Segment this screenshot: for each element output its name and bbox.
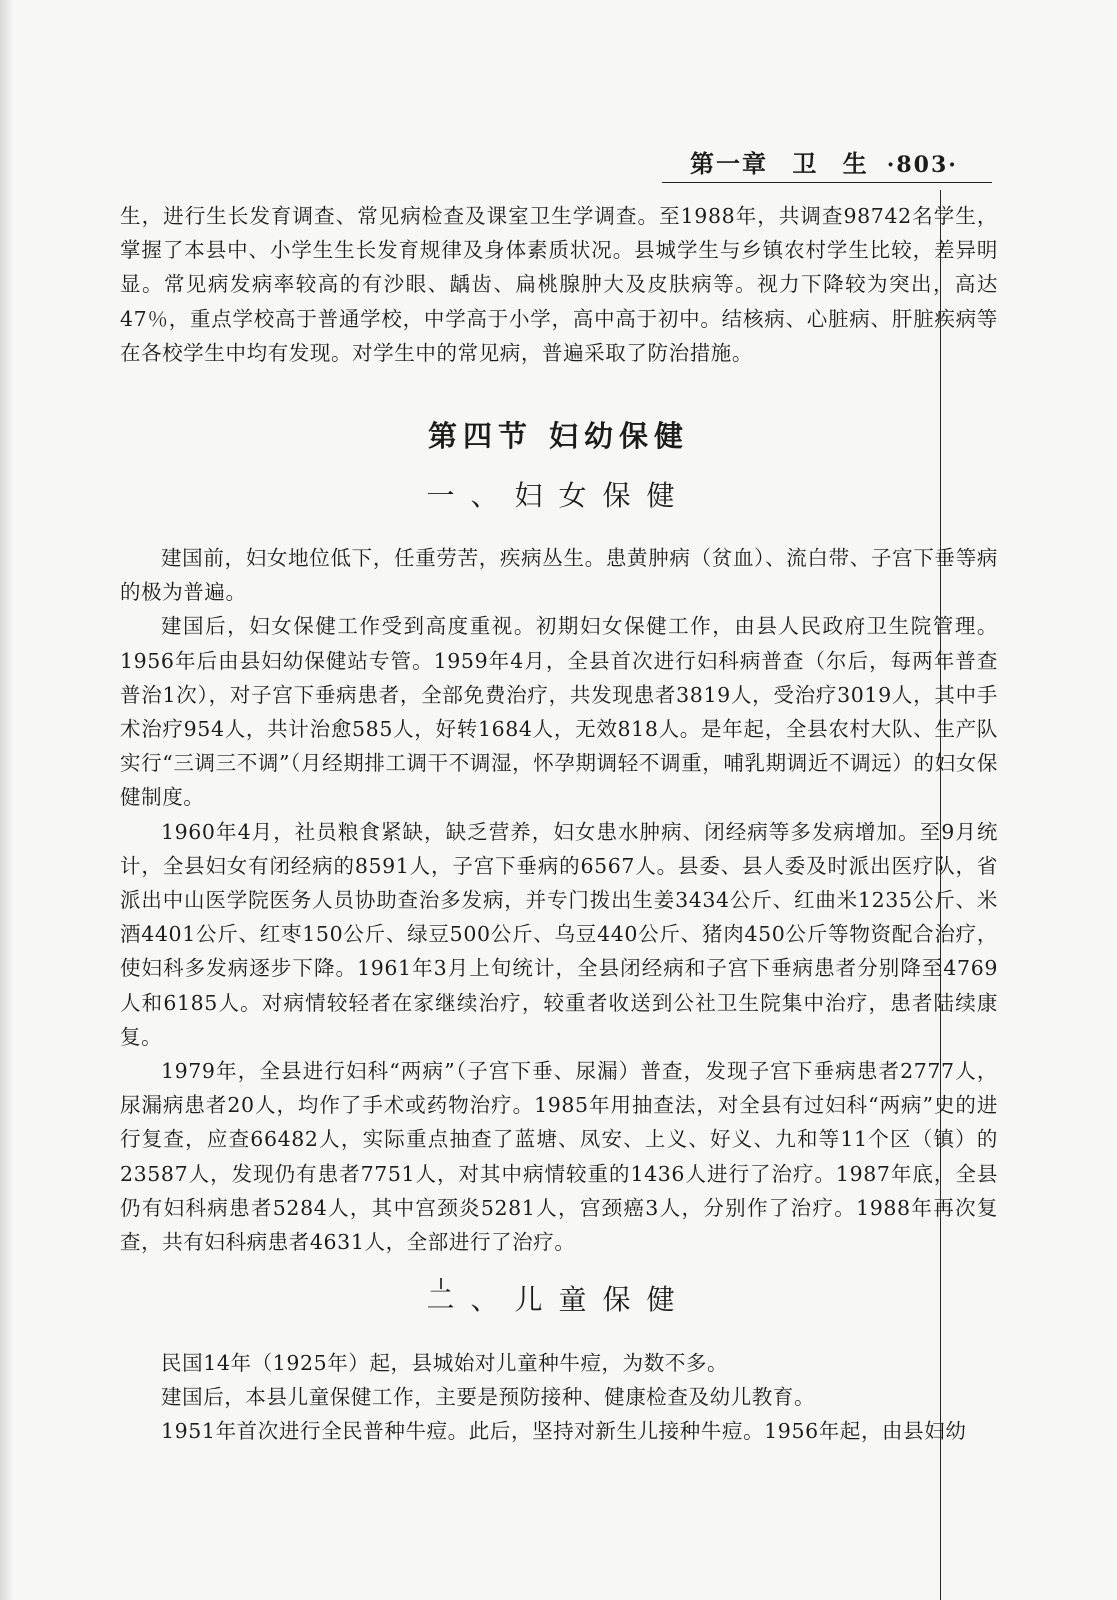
women-paragraph-2: 建国后，妇女保健工作受到高度重视。初期妇女保健工作，由县人民政府卫生院管理。1956年后由县妇幼保健站专管。1959年4月，全县首次进行妇科病普查（尔后，每两年普查普治1次），对子宫下垂病患者，全部免费治疗，共发现患者3819人，受治疗3019人，其中手术治疗954人，共计治愈585人，好转1684人，无效818人。是年起，全县农村大队、生产队实行“三调三不调”（月经期排工调干不调湿，怀孕期调轻不调重，哺乳期调近不调远）的妇女保健制度。 [120,614,998,810]
women-paragraph-4: 1979年，全县进行妇科“两病”（子宫下垂、尿漏）普查，发现子宫下垂病患者2777人，尿漏病患者20人，均作了手术或药物治疗。1985年用抽查法，对全县有过妇科“两病”史的进行复查，应查66482人，实际重点抽查了蓝塘、凤安、上义、好义、九和等11个区（镇）的23587人，发现仍有患者7751人，对其中病情较重的1436人进行了治疗。1987年底，全县仍有妇科病患者5284人，其中宫颈炎5281人，宫颈癌3人，分别作了治疗。1988年再次复查，共有妇科病患者4631人，全部进行了治疗。 [120,1059,998,1255]
binding-edge [0,0,14,1600]
child-health-body [120,1346,998,1449]
child-paragraph-2: 建国后，本县儿童保健工作，主要是预防接种、健康检查及幼儿教育。 [161,1385,816,1410]
women-paragraph-1: 建国前，妇女地位低下，任重劳苦，疾病丛生。患黄肿病（贫血）、流白带、子宫下垂等病的极为普遍。 [120,546,998,605]
women-health-body [120,541,998,1259]
header-rule [662,182,992,183]
running-header [690,144,990,179]
intro-paragraph: 生，进行生长发育调查、常见病检查及课室卫生学调查。至1988年，共调查98742名学生，掌握了本县中、小学生生长发育规律及身体素质状况。县城学生与乡镇农村学生比较，差异明显。常见病发病率较高的有沙眼、龋齿、扁桃腺肿大及皮肤病等。视力下降较为突出，高达47％，重点学校高于普通学校，中学高于小学，高中高于初中。结核病、心脏病、肝脏疾病等在各校学生中均有发现。对学生中的常见病，普遍采取了防治措施。 [120,204,998,365]
intro-block [120,199,998,370]
women-health-title: 一、妇女保健 [426,479,691,512]
section-title: 第四节 妇幼保健 [427,419,690,453]
child-paragraph-3: 1951年首次进行全民普种牛痘。此后，坚持对新生儿接种牛痘。1956年起，由县妇幼 [161,1419,967,1444]
child-paragraph-1: 民国14年（1925年）起，县城始对儿童种牛痘，为数不多。 [161,1351,729,1375]
page-number: ·803· [886,152,958,178]
chapter-title: 第一章 卫 生 [690,149,869,178]
women-paragraph-3: 1960年4月，社员粮食紧缺，缺乏营养，妇女患水肿病、闭经病等多发病增加。至9月统计，全县妇女有闭经病的8591人，子宫下垂病的6567人。县委、县人委及时派出医疗队，省派出中山医学院医务人员协助查治多发病，并专门拨出生姜3434公斤、红曲米1235公斤、米酒4401公斤、红枣150公斤、绿豆500公斤、乌豆440公斤、猪肉450公斤等物资配合治疗，使妇科多发病逐步下降。1961年3月上旬统计，全县闭经病和子宫下垂病患者分别降至4769人和6185人。对病情较轻者在家继续治疗，较重者收送到公社卫生院集中治疗，患者陆续康复。 [120,819,998,1049]
child-health-title: 二、儿童保健 [426,1283,691,1316]
